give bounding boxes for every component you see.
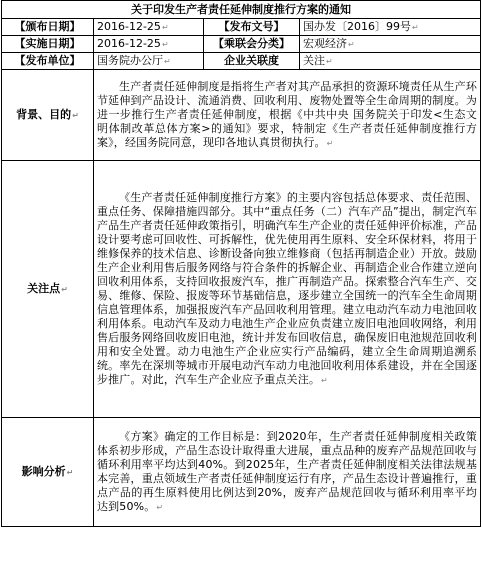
issuer-label: 【发布单位】 xyxy=(2,53,94,70)
background-label: 背景、目的↵ xyxy=(2,70,94,161)
meta-row-2 xyxy=(2,36,481,53)
focus-label: 关注点↵ xyxy=(2,161,94,418)
section-background xyxy=(2,70,481,161)
meta-row-1 xyxy=(2,19,481,36)
publish-date-value: 2016-12-25↵ xyxy=(94,19,204,36)
document-title-text: 关于印发生产者责任延伸制度推行方案的通知 xyxy=(131,2,351,16)
category-value: 宏观经济↵ xyxy=(300,36,481,53)
effective-date-label: 【实施日期】 xyxy=(2,36,94,53)
section-focus xyxy=(2,161,481,418)
relevance-value: 关注↵ xyxy=(300,53,481,70)
issuer-value: 国务院办公厅↵ xyxy=(94,53,204,70)
document-title xyxy=(2,1,481,19)
category-label: 【乘联会分类】 xyxy=(204,36,300,53)
focus-text: 《生产者责任延伸制度推行方案》的主要内容包括总体要求、责任范围、重点任务、保障措施四部分。其中“重点任务（二）汽车产品”提出，制定汽车产品生产者责任延伸政策指引，明确汽车生产企业的责任延伸评价标准，产品设计要考虑可回收性、可拆解性，优先使用再生原料、安全环保材料，将用于维修保养的技术信息、诊断设备向独立维修商（包括再制造企业）开放。鼓励生产企业利用售后服务网络与符合条件的拆解企业、再制造企业合作建立逆向回收利用体系，支持回收报废汽车，推广再制造产品。探索整合汽车生产、交易、维修、保险、报废等环节基础信息，逐步建立全国统一的汽车全生命周期信息管理体系，加强报废汽车产品回收利用管理。建立电动汽车动力电池回收利用体系。电动汽车及动力电池生产企业应负责建立废旧电池回收网络，利用售后服务网络回收废旧电池，统计并发布回收信息，确保废旧电池规范回收利用和安全处置。动力电池生产企业应实行产品编码，建立全生命周期追溯系统。率先在深圳等城市开展电动汽车动力电池回收利用体系建设，并在全国逐步推广。对此，汽车生产企业应予重点关注。↵ xyxy=(94,161,481,418)
effective-date-value: 2016-12-25↵ xyxy=(94,36,204,53)
section-impact xyxy=(2,418,481,527)
doc-number-value: 国办发〔2016〕99号↵ xyxy=(300,19,481,36)
relevance-label: 企业关联度 xyxy=(204,53,300,70)
background-text: 生产者责任延伸制度是指将生产者对其产品承担的资源环境责任从生产环节延伸到产品设计、流通消费、回收利用、废物处置等全生命周期的制度。为进一步推行生产者责任延伸制度，根据《中共中央 国务院关于印发<生态文明体制改革总体方案>的通知》要求，特制定《生产者责任延伸制度推行方案》，经国务院同意，现印各地认真贯彻执行。↵ xyxy=(94,70,481,161)
publish-date-label: 【颁布日期】 xyxy=(2,19,94,36)
meta-row-3 xyxy=(2,53,481,70)
doc-number-label: 【发布文号】 xyxy=(204,19,300,36)
impact-text: 《方案》确定的工作目标是：到2020年，生产者责任延伸制度相关政策体系初步形成，产品生态设计取得重大进展，重点品种的废弃产品规范回收与循环利用率平均达到40%。到2025年，生产者责任延伸制度相关法律法规基本完善，重点领域生产者责任延伸制度运行有序，产品生态设计普遍推行，重点产品的再生原料使用比例达到20%，废弃产品规范回收与循环利用率平均达到50%。↵ xyxy=(94,418,481,527)
impact-label: 影响分析↵ xyxy=(2,418,94,527)
notice-table xyxy=(1,0,481,527)
